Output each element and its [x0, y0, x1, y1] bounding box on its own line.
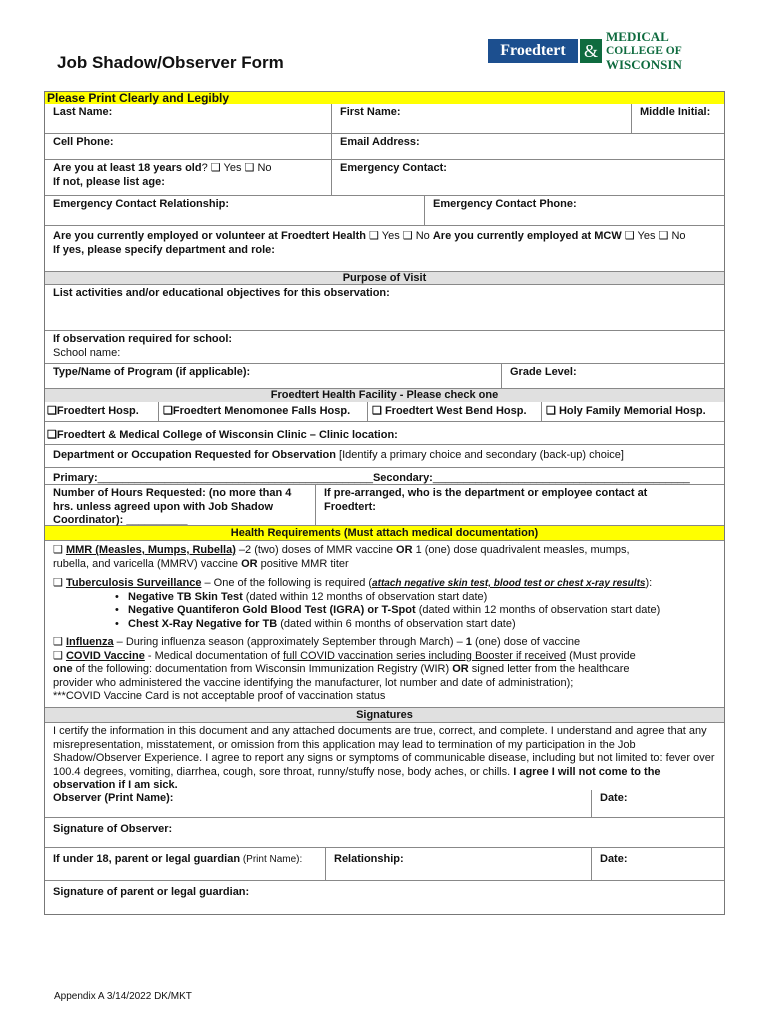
- checkbox-icon[interactable]: ❑: [244, 162, 255, 174]
- guardian-name-field[interactable]: If under 18, parent or legal guardian (Print Name):: [53, 853, 303, 865]
- email-field[interactable]: Email Address:: [331, 134, 724, 159]
- mmr-requirement: ❑ MMR (Measles, Mumps, Rubella) –2 (two) doses of MMR vaccine OR 1 (one) dose quadrivalent measles, mumps, rubella, and varicella (MMRV) vaccine OR positive MMR titer: [53, 544, 630, 570]
- tb-item: • Negative TB Skin Test (dated within 12 months of observation start date): [115, 590, 488, 603]
- purpose-header: Purpose of Visit: [45, 272, 724, 285]
- observer-name-field[interactable]: Observer (Print Name):: [53, 792, 174, 804]
- guardian-signature-row: [45, 881, 724, 914]
- hours-requested-field[interactable]: Number of Hours Requested: (no more than 4 hrs. unless agreed upon with Job Shadow Coordinator): __________: [45, 484, 315, 525]
- tb-item: • Chest X-Ray Negative for TB (dated within 6 months of observation start date): [115, 617, 516, 630]
- certification-row: [45, 723, 724, 790]
- primary-secondary-field[interactable]: Primary:_____________________________________________Secondary:__________________________________________: [53, 472, 690, 484]
- program-row: [45, 364, 724, 389]
- middle-initial-field[interactable]: Middle Initial:: [631, 104, 724, 133]
- checkbox-icon[interactable]: ❑: [210, 162, 221, 174]
- print-banner: Please Print Clearly and Legibly: [45, 92, 724, 104]
- checkbox-icon[interactable]: ❑: [369, 230, 379, 242]
- facility-option[interactable]: ❑ Froedtert West Bend Hosp.: [367, 402, 541, 421]
- relationship-field[interactable]: Relationship:: [325, 848, 591, 880]
- clinic-field[interactable]: ❑Froedtert & Medical College of Wisconsin Clinic – Clinic location:: [47, 429, 398, 441]
- emergency-row: [45, 196, 724, 226]
- logo-mcw: MEDICAL COLLEGE OF WISCONSIN: [606, 29, 682, 72]
- footer: Appendix A 3/14/2022 DK/MKT: [54, 991, 192, 1002]
- activities-field[interactable]: List activities and/or educational objectives for this observation:: [53, 287, 390, 299]
- guardian-signature-field[interactable]: Signature of parent or legal guardian:: [53, 886, 250, 898]
- first-name-field[interactable]: First Name:: [331, 104, 631, 133]
- age-question: Are you at least 18 years old? ❑ Yes ❑ No If not, please list age:: [53, 162, 272, 188]
- facility-options-row: [45, 402, 724, 422]
- name-row: [45, 104, 724, 134]
- clinic-row: [45, 422, 724, 445]
- school-field[interactable]: If observation required for school: School name:: [53, 333, 233, 359]
- emergency-contact-field[interactable]: Emergency Contact:: [331, 160, 724, 195]
- checkbox-icon[interactable]: ❑: [546, 405, 556, 417]
- activities-row: [45, 285, 724, 331]
- guardian-row: [45, 848, 724, 881]
- observer-signature-row: [45, 818, 724, 848]
- health-requirements: [45, 541, 724, 708]
- employment-question: Are you currently employed or volunteer at Froedtert Health ❑ Yes ❑ No Are you currently employed at MCW ❑ Yes ❑ No If yes, please specify department and role:: [53, 230, 686, 256]
- logo-ampersand: &: [580, 39, 602, 63]
- primary-hours-row: [45, 468, 724, 526]
- checkbox-icon[interactable]: ❑: [624, 230, 635, 242]
- observer-form: [44, 91, 725, 915]
- certification-text: I certify the information in this document and any attached documents are true, correct, and complete. I understand and agree that any misrepresentation, misstatement, or omission from this application may lead to termination of my participation in the Job Shadow/Observer Experience. I agree to report any signs or symptoms of communicable disease, including but not limited to: fever over 100.4 degrees, vomiting, diarrhea, cough, sore throat, runny/stuffy nose, body aches, or chills. I agree I will not come to the observation if I am sick.: [53, 725, 715, 791]
- froedtert-mcw-logo: [488, 30, 688, 80]
- observer-signature-field[interactable]: Signature of Observer:: [53, 823, 173, 835]
- program-field[interactable]: Type/Name of Program (if applicable):: [53, 366, 251, 378]
- signatures-header: Signatures: [45, 708, 724, 723]
- observer-name-row: [45, 790, 724, 818]
- department-row: [45, 445, 724, 468]
- checkbox-icon[interactable]: ❑: [402, 230, 413, 242]
- prearranged-contact-field[interactable]: If pre-arranged, who is the department or employee contact at Froedtert:: [315, 484, 724, 525]
- checkbox-icon[interactable]: ❑: [53, 577, 63, 589]
- observer-date-field[interactable]: Date:: [591, 790, 724, 817]
- guardian-date-field[interactable]: Date:: [591, 848, 724, 880]
- checkbox-icon[interactable]: ❑: [53, 636, 63, 648]
- age-row: [45, 160, 724, 196]
- health-header: Health Requirements (Must attach medical documentation): [45, 526, 724, 541]
- employment-row: [45, 226, 724, 272]
- influenza-requirement: ❑ Influenza – During influenza season (approximately September through March) – 1 (one) dose of vaccine: [53, 636, 581, 648]
- emergency-relationship-field[interactable]: Emergency Contact Relationship:: [53, 198, 230, 210]
- grade-level-field[interactable]: Grade Level:: [501, 364, 724, 388]
- cell-phone-field[interactable]: Cell Phone:: [53, 136, 114, 148]
- facility-header: Froedtert Health Facility - Please check one: [45, 389, 724, 402]
- emergency-phone-field[interactable]: Emergency Contact Phone:: [424, 196, 724, 225]
- checkbox-icon[interactable]: ❑: [47, 429, 57, 441]
- facility-option[interactable]: ❑Froedtert Hosp.: [47, 405, 139, 417]
- facility-option[interactable]: ❑Froedtert Menomonee Falls Hosp.: [158, 402, 367, 421]
- checkbox-icon[interactable]: ❑: [53, 649, 63, 662]
- checkbox-icon[interactable]: ❑: [47, 405, 57, 417]
- department-label: Department or Occupation Requested for Observation [Identify a primary choice and secondary (back-up) choice]: [53, 449, 624, 461]
- school-row: [45, 331, 724, 364]
- contact-row: [45, 134, 724, 160]
- checkbox-icon[interactable]: ❑: [372, 405, 382, 417]
- checkbox-icon[interactable]: ❑: [53, 544, 63, 556]
- checkbox-icon[interactable]: ❑: [658, 230, 669, 242]
- tb-item: • Negative Quantiferon Gold Blood Test (IGRA) or T-Spot (dated within 12 months of observation start date): [115, 604, 661, 616]
- covid-requirement: ❑ COVID Vaccine - Medical documentation of full COVID vaccination series including Booster if received (Must provide one of the following: documentation from Wisconsin Immunization Registry (WIR) OR signed letter from the healthcare provider who administered the vaccine identifying the manufacturer, lot number and date of administration); ***COVID Vaccine Card is not acceptable proof of vaccination status: [53, 649, 636, 702]
- tb-requirement: ❑ Tuberculosis Surveillance – One of the following is required (attach negative skin test, blood test or chest x-ray results): • Negative TB Skin Test (dated within 12 months of observation start date) • Negative Quantiferon Gold Blood Test (IGRA) or T-Spot (dated within 12 months of observation start date) • Chest X-Ray Negative for TB (dated within 6 months of observation start date): [53, 577, 718, 631]
- logo-froedtert: Froedtert: [488, 39, 578, 63]
- last-name-field[interactable]: Last Name:: [53, 106, 113, 118]
- checkbox-icon[interactable]: ❑: [163, 405, 173, 417]
- facility-option[interactable]: ❑ Holy Family Memorial Hosp.: [541, 402, 724, 421]
- page-title: Job Shadow/Observer Form: [57, 53, 284, 72]
